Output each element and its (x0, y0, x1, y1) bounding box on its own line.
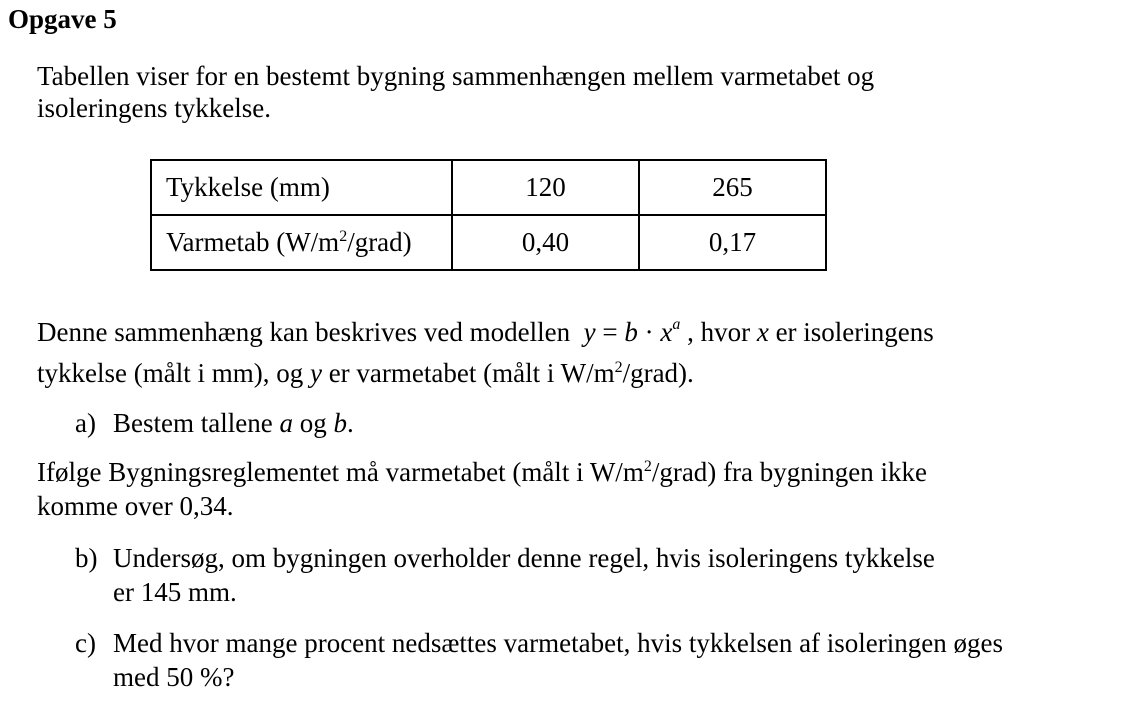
qa-mid: og (292, 408, 334, 438)
question-c (75, 627, 1004, 692)
exercise-title: Opgave 5 (8, 4, 117, 34)
heatloss-label-text: Varmetab (W/m (166, 227, 340, 257)
heatloss-label (151, 215, 452, 270)
intro-line-2: isoleringens tykkelse. (37, 93, 271, 123)
heatloss-value-2: 0,17 (639, 215, 826, 270)
model-line-1 (37, 316, 1117, 353)
model-x: x (756, 317, 769, 347)
table-row-thickness (151, 160, 826, 215)
qa-b: b (333, 408, 347, 438)
qa-pre: Bestem tallene (113, 408, 280, 438)
question-c-line-1: Med hvor mange procent nedsættes varmetabet, hvis tykkelsen af isoleringen øges (113, 628, 1004, 658)
thickness-value-2: 265 (639, 160, 826, 215)
model2-mid: er varmetabet (målt i W/m (321, 358, 615, 388)
formula-x: x (660, 317, 673, 347)
thickness-label: Tykkelse (mm) (151, 160, 452, 215)
data-table (150, 159, 827, 271)
formula-b: b (624, 317, 638, 347)
formula-dot: · (637, 317, 661, 347)
question-b-label: b) (75, 543, 98, 573)
rule-line-2: komme over 0,34. (37, 491, 234, 521)
model-line-2 (37, 357, 694, 389)
formula-y: y (583, 317, 596, 347)
question-b-line-1: Undersøg, om bygningen overholder denne regel, hvis isoleringens tykkelse (113, 543, 935, 573)
question-a-label: a) (75, 408, 96, 438)
rule-post: /grad) fra bygningen ikke (651, 457, 927, 487)
thickness-value-1: 120 (452, 160, 639, 215)
model-text: Denne sammenhæng kan beskrives ved modellen (37, 317, 571, 347)
rule-pre: Ifølge Bygningsreglementet må varmetabet (målt i W/m (37, 457, 644, 487)
intro-line-1: Tabellen viser for en bestemt bygning sammenhængen mellem varmetabet og (37, 61, 875, 91)
formula (584, 317, 681, 347)
question-a-text (113, 407, 354, 439)
heatloss-value-1: 0,40 (452, 215, 639, 270)
heatloss-label-sup: 2 (339, 228, 348, 245)
question-a (75, 407, 354, 439)
model2-sup: 2 (614, 359, 623, 376)
table-row-heatloss (151, 215, 826, 270)
model2-post: /grad). (622, 358, 694, 388)
rule-sup: 2 (643, 458, 652, 475)
intro-paragraph (37, 60, 1037, 124)
model2-pre: tykkelse (målt i mm), og (37, 358, 310, 388)
qa-post: . (346, 408, 354, 438)
question-c-line-2: med 50 %? (113, 662, 235, 692)
heatloss-label-unit: /grad) (347, 227, 412, 257)
rule-line-1 (37, 456, 927, 488)
model2-y: y (309, 358, 322, 388)
model-post: er isoleringens (768, 317, 934, 347)
formula-exponent: a (672, 316, 681, 333)
question-c-label: c) (75, 628, 96, 658)
model-mid: , hvor (680, 317, 757, 347)
question-b-line-2: er 145 mm. (113, 577, 237, 607)
question-b (75, 542, 935, 607)
qa-a: a (279, 408, 293, 438)
formula-eq: = (595, 317, 625, 347)
